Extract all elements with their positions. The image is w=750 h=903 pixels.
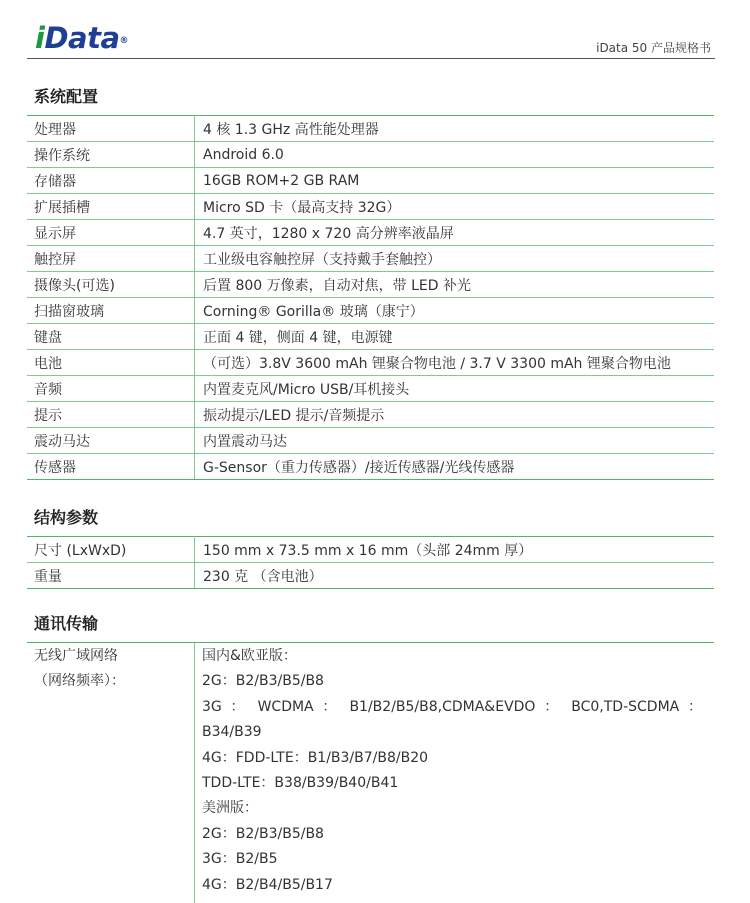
table-row <box>27 220 714 246</box>
table-row <box>27 246 714 272</box>
idata-logo: iData® <box>35 21 129 55</box>
table-row <box>27 194 714 220</box>
section-title-structure: 结构参数 <box>34 508 99 527</box>
spec-label: 电池 <box>27 350 195 376</box>
spec-value: G-Sensor（重力传感器）/接近传感器/光线传感器 <box>195 454 715 480</box>
spec-value: （可选）3.8V 3600 mAh 锂聚合物电池 / 3.7 V 3300 mAh 锂聚合物电池 <box>195 350 715 376</box>
spec-label: 扩展插槽 <box>27 194 195 220</box>
section-title-comm: 通讯传输 <box>34 614 99 633</box>
table-row <box>27 454 714 480</box>
comm-line: 美洲版： <box>202 800 258 817</box>
page-header <box>27 0 715 60</box>
comm-line: 4G：B2/B4/B5/B17 <box>202 876 333 893</box>
spec-label: 音频 <box>27 376 195 402</box>
comm-line: 2G：B2/B3/B5/B8 <box>202 825 324 842</box>
comm-line: B34/B39 <box>202 724 262 741</box>
comm-value-cell <box>202 644 702 898</box>
spec-value: 16GB ROM+2 GB RAM <box>195 168 715 194</box>
comm-table <box>27 642 714 903</box>
table-row <box>27 168 714 194</box>
spec-value: 后置 800 万像素，自动对焦，带 LED 补光 <box>195 272 715 298</box>
spec-value: 工业级电容触控屏（支持戴手套触控） <box>195 246 715 272</box>
comm-line: 2G：B2/B3/B5/B8 <box>202 673 324 690</box>
comm-line: TDD-LTE：B38/B39/B40/B41 <box>202 775 399 792</box>
spec-label: 触控屏 <box>27 246 195 272</box>
spec-label: 传感器 <box>27 454 195 480</box>
spec-label: 扫描窗玻璃 <box>27 298 195 324</box>
spec-value: 4.7 英寸，1280 x 720 高分辨率液晶屏 <box>195 220 715 246</box>
spec-value: 内置麦克风/Micro USB/耳机接头 <box>195 376 715 402</box>
table-row <box>27 537 714 563</box>
document-title: iData 50 产品规格书 <box>596 41 711 55</box>
spec-label: 处理器 <box>27 116 195 142</box>
spec-label: 显示屏 <box>27 220 195 246</box>
spec-label: 存储器 <box>27 168 195 194</box>
table-row <box>27 272 714 298</box>
table-row <box>27 376 714 402</box>
comm-line: 3G：B2/B5 <box>202 851 278 868</box>
table-row <box>27 402 714 428</box>
comm-key-line: （网络频率）： <box>34 673 125 690</box>
spec-label: 震动马达 <box>27 428 195 454</box>
comm-key-cell <box>27 643 195 903</box>
header-divider <box>27 58 715 59</box>
table-row <box>27 428 714 454</box>
spec-label: 尺寸 (LxWxD) <box>27 537 195 563</box>
spec-value: 正面 4 键，侧面 4 键，电源键 <box>195 324 715 350</box>
spec-value: 振动提示/LED 提示/音频提示 <box>195 402 715 428</box>
system-config-table <box>27 115 714 480</box>
spec-label: 重量 <box>27 563 195 589</box>
structure-params-table <box>27 536 714 589</box>
spec-value: 4 核 1.3 GHz 高性能处理器 <box>195 116 715 142</box>
table-row <box>27 298 714 324</box>
spec-label: 操作系统 <box>27 142 195 168</box>
spec-value: 内置震动马达 <box>195 428 715 454</box>
section-title-system: 系统配置 <box>34 87 99 106</box>
spec-value: Android 6.0 <box>195 142 715 168</box>
table-row <box>27 324 714 350</box>
spec-value: Corning® Gorilla® 玻璃（康宁） <box>195 298 715 324</box>
comm-line: 4G：FDD-LTE：B1/B3/B7/B8/B20 <box>202 749 429 766</box>
spec-value: 230 克 （含电池） <box>195 563 715 589</box>
spec-value: Micro SD 卡（最高支持 32G） <box>195 194 715 220</box>
table-row <box>27 563 714 589</box>
spec-value: 150 mm x 73.5 mm x 16 mm（头部 24mm 厚） <box>195 537 715 563</box>
comm-key-line: 无线广域网络 <box>34 648 118 664</box>
comm-line: 3G ： WCDMA ： B1/B2/B5/B8,CDMA&EVDO ： BC0,TD-SCDMA ： <box>202 698 702 715</box>
comm-line: 国内&欧亚版： <box>202 648 297 664</box>
spec-label: 键盘 <box>27 324 195 350</box>
table-row <box>27 116 714 142</box>
spec-label: 提示 <box>27 402 195 428</box>
table-row <box>27 350 714 376</box>
spec-label: 摄像头(可选) <box>27 272 195 298</box>
table-row <box>27 142 714 168</box>
